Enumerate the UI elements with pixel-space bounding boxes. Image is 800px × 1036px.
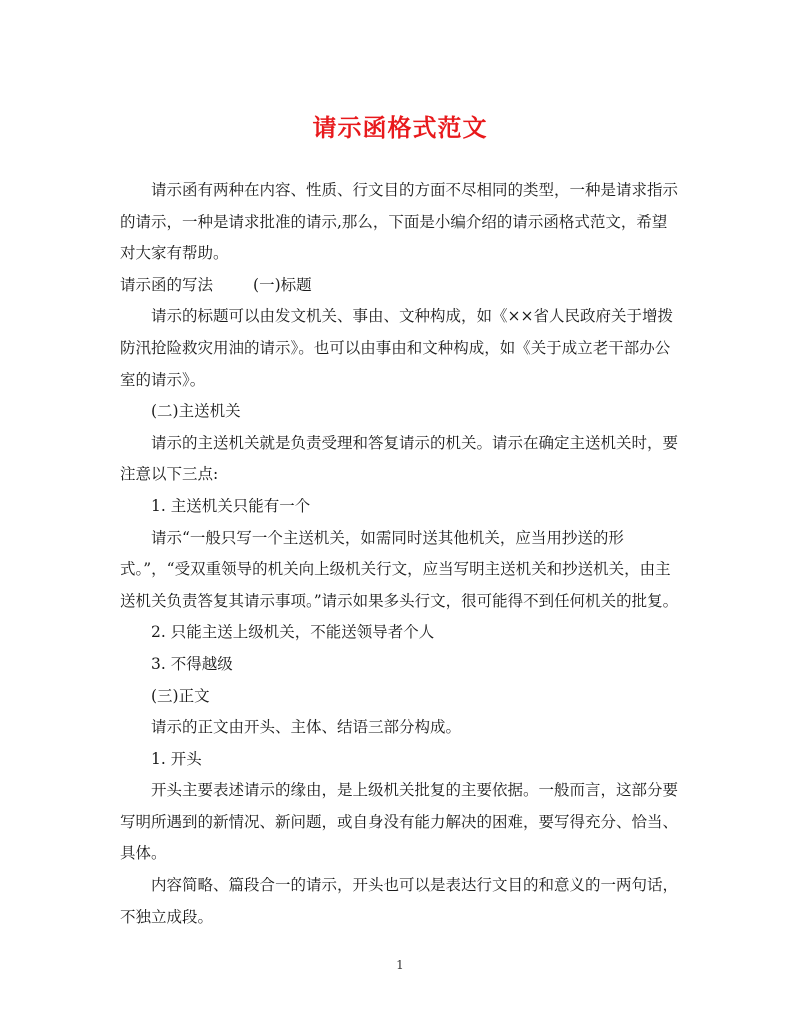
intro-paragraph: 请示函有两种在内容、性质、行文目的方面不尽相同的类型，一种是请求指示的请示，一种是请求批准的请示,那么，下面是小编介绍的请示函格式范文，希望对大家有帮助。 [120, 181, 679, 263]
point-1-heading: 1. 主送机关只能有一个 [151, 496, 311, 515]
heading-title-section: (一)标题 [253, 275, 312, 294]
page-number: 1 [396, 958, 404, 972]
point-2-heading: 2. 只能主送上级机关，不能送领导者个人 [151, 623, 435, 642]
opening-paragraph: 开头主要表述请示的缘由，是上级机关批复的主要依据。一般而言，这部分要写明所遇到的新情况、新问题，或自身没有能力解决的困难，要写得充分、恰当、具体。 [120, 781, 679, 863]
opening-paragraph-2: 内容简略、篇段合一的请示，开头也可以是表达行文目的和意义的一两句话，不独立成段。 [120, 876, 679, 926]
point-3-heading: 3. 不得越级 [151, 654, 233, 673]
opening-subheading: 1. 开头 [151, 749, 202, 768]
recipient-paragraph: 请示的主送机关就是负责受理和答复请示的机关。请示在确定主送机关时，要注意以下三点: [120, 433, 679, 484]
section-heading-row [120, 270, 680, 302]
title-paragraph: 请示的标题可以由发文机关、事由、文种构成，如《××省人民政府关于增拨防汛抢险救灾用油的请示》。也可以由事由和文种构成，如《关于成立老干部办公室的请示》。 [120, 307, 673, 389]
section-label: 请示函的写法 [120, 275, 214, 294]
heading-body-section: (三)正文 [151, 686, 210, 705]
point-1-paragraph: 请示“一般只写一个主送机关，如需同时送其他机关，应当用抄送的形式。”，“受双重领导的机关向上级机关行文，应当写明主送机关和抄送机关，由主送机关负责答复其请示事项。”请示如果多头行文，很可能得不到任何机关的批复。 [120, 528, 679, 610]
body-paragraph: 请示的正文由开头、主体、结语三部分构成。 [151, 718, 462, 737]
heading-recipient-section: (二)主送机关 [151, 402, 241, 421]
document-body [120, 175, 680, 933]
document-title: 请示函格式范文 [312, 113, 488, 142]
